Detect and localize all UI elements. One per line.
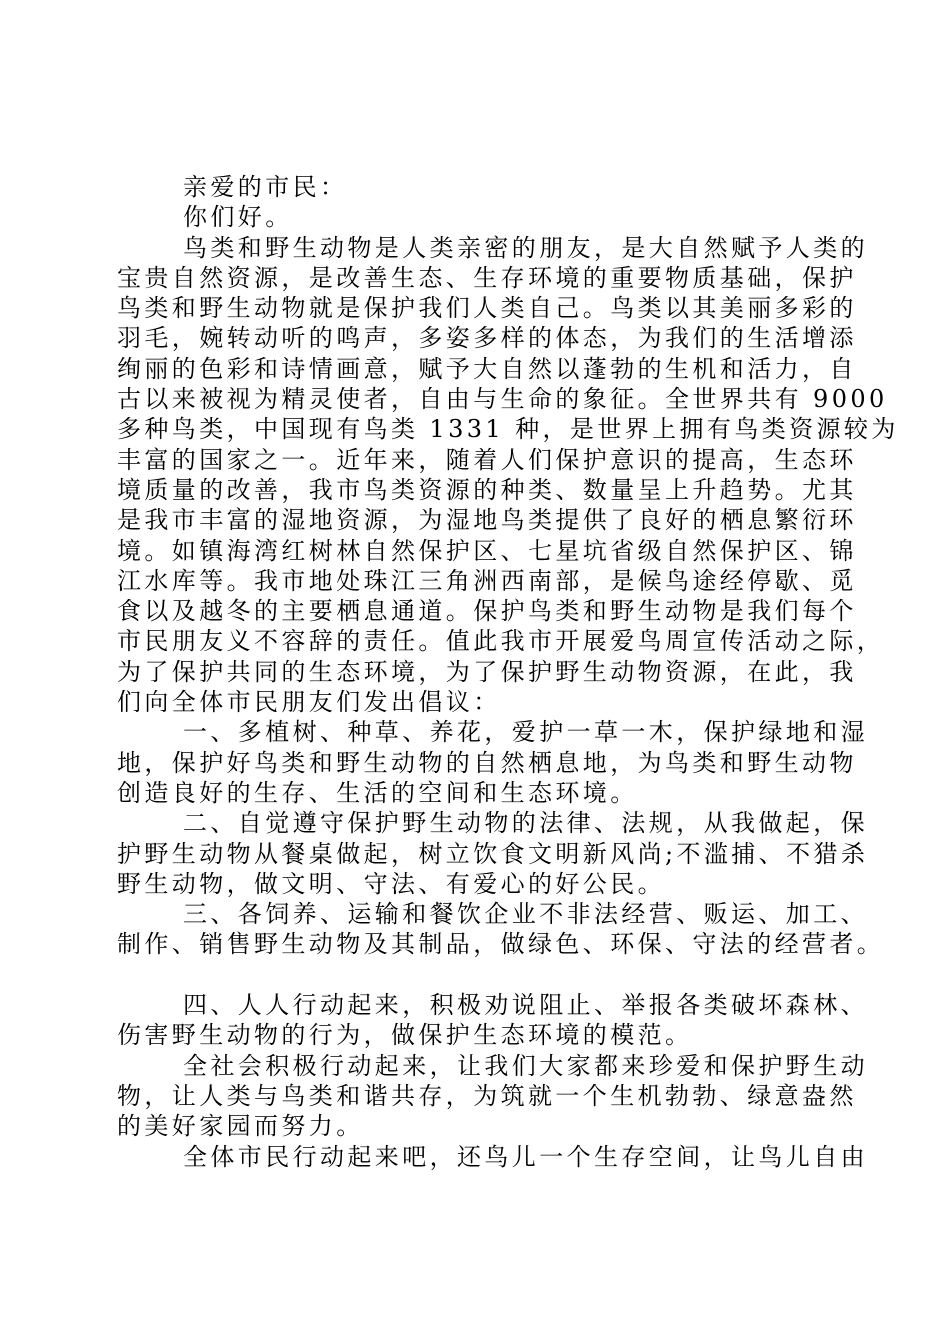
paragraph-line: 一、多植树、种草、养花，爱护一草一木，保护绿地和湿 [183, 718, 868, 747]
blank-line [117, 960, 857, 990]
proposal-four [117, 990, 868, 1051]
paragraph-line: 四、人人行动起来，积极劝说阻止、举报各类破坏森林、 [183, 991, 868, 1020]
paragraph-line: 三、各饲养、运输和餐饮企业不非法经营、贩运、加工、 [183, 900, 868, 929]
paragraph-line: 全社会积极行动起来，让我们大家都来珍爱和保护野生动 [183, 1051, 868, 1080]
paragraph-line: 创造良好的生存、生活的空间和生态环境。 [117, 778, 638, 807]
paragraph-line: 境。如镇海湾红树林自然保护区、七星坑省级自然保护区、锦 [117, 536, 857, 565]
paragraph-line: 羽毛，婉转动听的鸣声，多姿多样的体态，为我们的生活增添 [117, 324, 857, 353]
paragraph-line: 护野生动物从餐桌做起，树立饮食文明新风尚;不滥捕、不猎杀 [117, 839, 869, 868]
paragraph-line: 绚丽的色彩和诗情画意，赋予大自然以蓬勃的生机和活力，自 [117, 354, 857, 383]
paragraph-line: 是我市丰富的湿地资源，为湿地鸟类提供了良好的栖息繁衍环 [117, 506, 857, 535]
letter-body [117, 172, 899, 1172]
paragraph-line: 二、自觉遵守保护野生动物的法律、法规，从我做起，保 [183, 809, 868, 838]
paragraph-line: 制作、销售野生动物及其制品，做绿色、环保、守法的经营者。 [117, 930, 885, 959]
paragraph-line: 伤害野生动物的行为，做保护生态环境的模范。 [117, 1021, 693, 1050]
salutation: 亲爱的市民： [183, 173, 348, 201]
paragraph-line: 全体市民行动起来吧，还鸟儿一个生存空间，让鸟儿自由 [183, 1142, 868, 1171]
paragraph-line: 江水库等。我市地处珠江三角洲西南部，是候鸟途经停歇、觅 [117, 566, 857, 595]
intro-paragraph [117, 233, 899, 718]
paragraph-line: 物，让人类与鸟类和谐共存，为筑就一个生机勃勃、绿意盎然 [117, 1081, 857, 1110]
paragraph-line: 的美好家园而努力。 [117, 1112, 364, 1141]
paragraph-line: 古以来被视为精灵使者，自由与生命的象征。全世界共有 9000 [117, 385, 888, 414]
greeting: 你们好。 [183, 203, 293, 232]
paragraph-line: 多种鸟类，中国现有鸟类 1331 种，是世界上拥有鸟类资源较为 [117, 415, 899, 444]
paragraph-line: 鸟类和野生动物是人类亲密的朋友，是大自然赋予人类的 [183, 233, 868, 262]
proposal-one [117, 717, 868, 808]
closing-call [117, 1142, 868, 1172]
paragraph-line: 为了保护共同的生态环境，为了保护野生动物资源，在此，我 [117, 657, 857, 686]
paragraph-line: 野生动物，做文明、守法、有爱心的好公民。 [117, 869, 665, 898]
paragraph-line: 宝贵自然资源，是改善生态、生存环境的重要物质基础，保护 [117, 263, 857, 292]
paragraph-line: 鸟类和野生动物就是保护我们人类自己。鸟类以其美丽多彩的 [117, 294, 857, 323]
society-call [117, 1051, 868, 1142]
paragraph-line: 地，保护好鸟类和野生动物的自然栖息地，为鸟类和野生动物 [117, 748, 857, 777]
paragraph-line: 们向全体市民朋友们发出倡议： [117, 688, 501, 717]
paragraph-line: 市民朋友义不容辞的责任。值此我市开展爱鸟周宣传活动之际， [117, 627, 885, 656]
paragraph-line: 境质量的改善，我市鸟类资源的种类、数量呈上升趋势。尤其 [117, 475, 857, 504]
proposal-two [117, 808, 869, 899]
paragraph-line: 丰富的国家之一。近年来，随着人们保护意识的提高，生态环 [117, 445, 857, 474]
proposal-three [117, 899, 885, 960]
paragraph-line: 食以及越冬的主要栖息通道。保护鸟类和野生动物是我们每个 [117, 597, 857, 626]
